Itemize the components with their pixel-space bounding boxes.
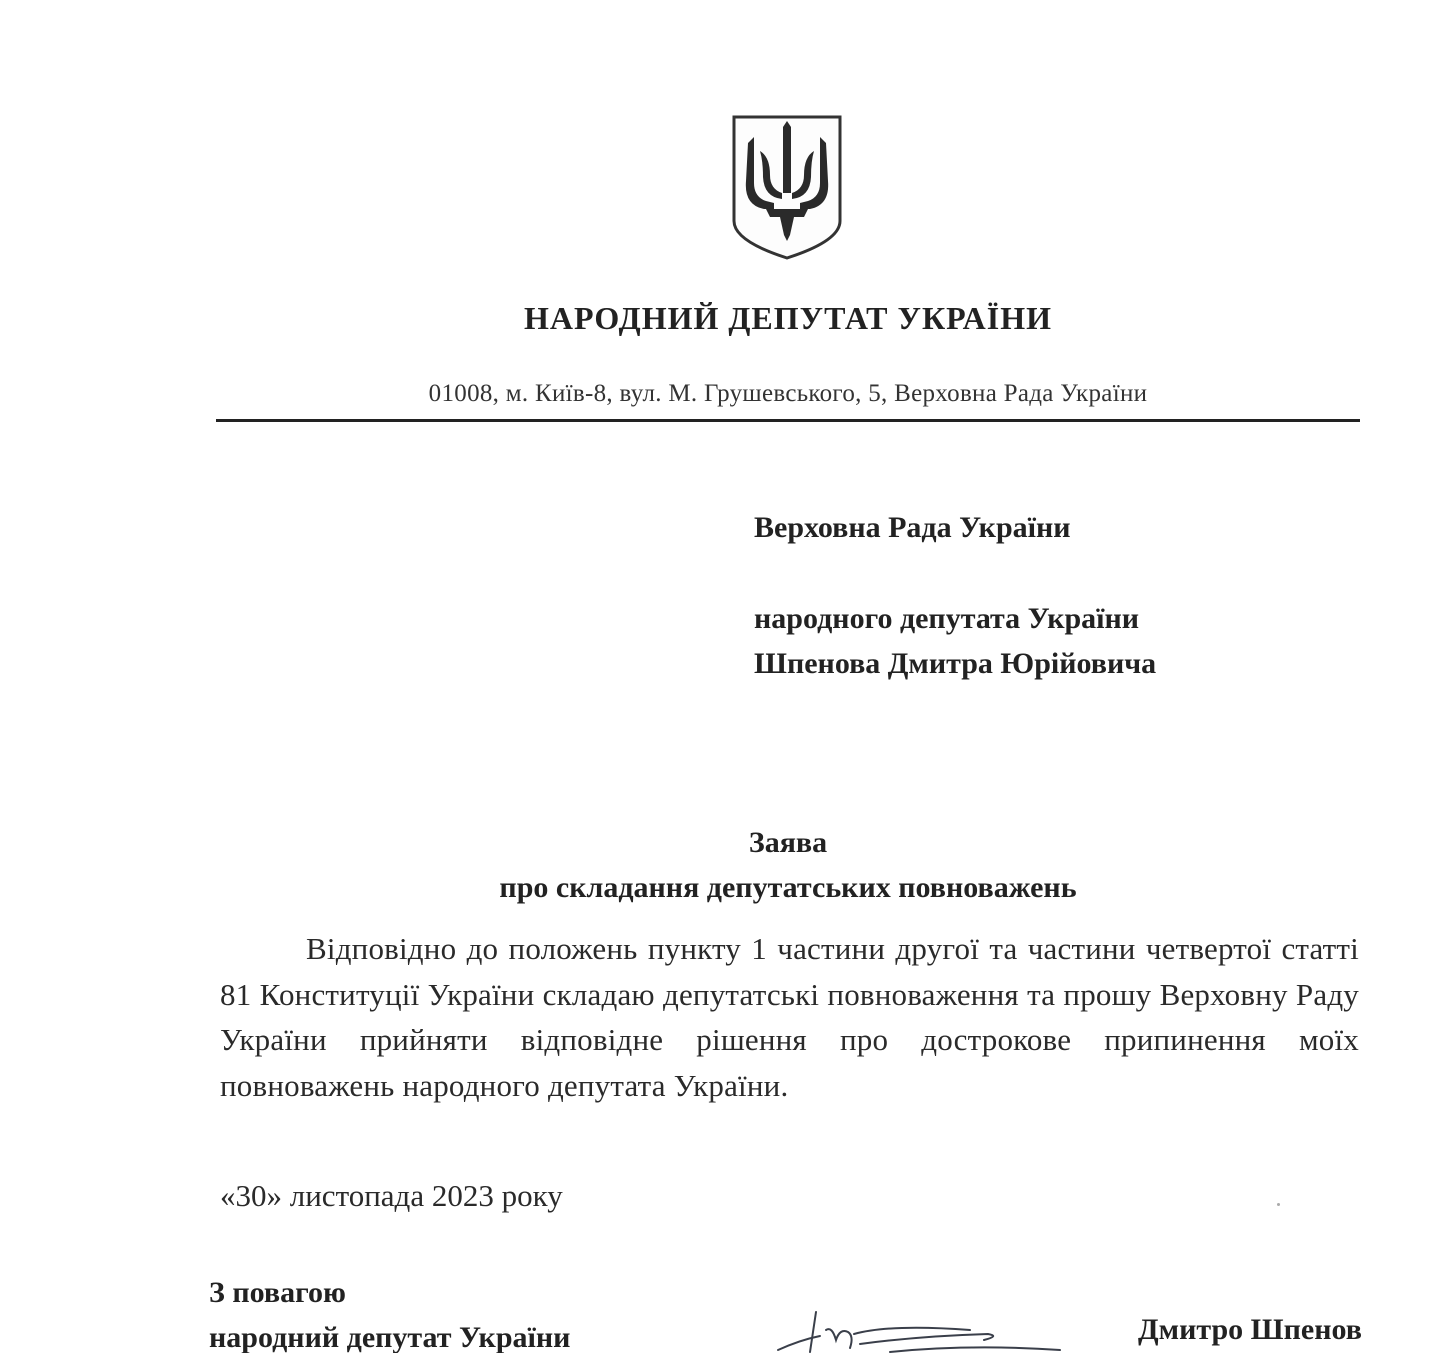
- document-body: Відповідно до положень пункту 1 частини другої та частини четвертої статті 81 Конституції України складаю депутатські повноваження та прошу Верховну Раду України прийняти відповідне рішення про дострокове припинення моїх повноважень народного депутата України.: [220, 931, 1359, 1103]
- letterhead-address: 01008, м. Київ-8, вул. М. Грушевського, 5, Верховна Рада України: [428, 380, 1148, 407]
- scan-speck: [1277, 1203, 1280, 1206]
- closing-position: народний депутат України: [209, 1321, 571, 1353]
- closing-block: [209, 1270, 570, 1353]
- closing-salutation: З повагою: [209, 1276, 346, 1309]
- document-title: Заява: [748, 826, 828, 859]
- sender-block: [754, 596, 1156, 686]
- letterhead-divider: [216, 419, 1360, 422]
- handwritten-signature-icon: [770, 1300, 1070, 1353]
- recipient: Верховна Рада України: [754, 511, 1071, 544]
- document-subtitle: про складання депутатських повноважень: [499, 871, 1077, 904]
- document-heading: [216, 820, 1360, 910]
- signer-name: Дмитро Шпенов: [1138, 1313, 1362, 1346]
- letterhead-title: НАРОДНИЙ ДЕПУТАТ УКРАЇНИ: [524, 300, 1052, 336]
- trident-coat-of-arms-icon: [730, 113, 844, 261]
- sender-name: Шпенова Дмитра Юрійовича: [754, 647, 1157, 680]
- sender-title: народного депутата України: [754, 602, 1140, 635]
- document-date: «30» листопада 2023 року: [220, 1178, 563, 1213]
